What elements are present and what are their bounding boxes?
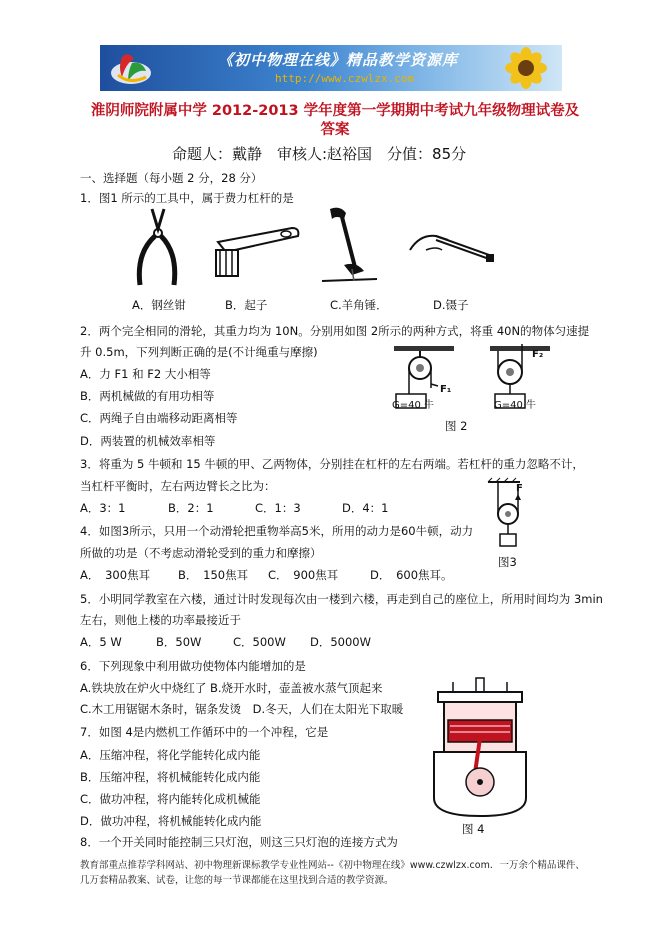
figure-2-caption: 图 2 xyxy=(445,419,468,433)
page-title: 淮阴师院附属中学 2012-2013 学年度第一学期期中考试九年级物理试卷及 xyxy=(90,103,580,119)
q2-option-c: C．两绳子自由端移动距离相等 xyxy=(80,411,238,425)
q5-option-d: D．5000W xyxy=(310,635,371,649)
site-logo-icon xyxy=(108,49,154,87)
q7-option-c: C．做功冲程，将内能转化成机械能 xyxy=(80,792,261,806)
q3-option-c: C．1：3 xyxy=(255,501,301,515)
q4-option-d: D． 600焦耳。 xyxy=(370,568,453,582)
q2-force-f1: F₁ xyxy=(440,384,452,395)
banner-title: 《初中物理在线》精品教学资源库 xyxy=(218,51,459,69)
q3-option-a: A．3：1 xyxy=(80,501,126,515)
q5-option-c: C．500W xyxy=(233,635,286,649)
q1-caption-a: A．钢丝钳 xyxy=(132,298,186,312)
q6-options-ab: A.铁块放在炉火中烧红了 B.烧开水时，壶盖被水蒸气顶起来 xyxy=(80,681,383,695)
q5-option-b: B．50W xyxy=(156,635,202,649)
section-heading: 一、选择题（每小题 2 分，28 分） xyxy=(80,171,263,185)
q3-option-b: B．2：1 xyxy=(168,501,214,515)
q5-text-line1: 5．小明同学教室在六楼，通过计时发现每次由一楼到六楼，再走到自己的座位上，所用时间均为 3min xyxy=(80,592,603,606)
engine-cylinder-figure-4 xyxy=(430,678,530,818)
page-title-line2: 答案 xyxy=(320,122,350,138)
q1-caption-d: D.镊子 xyxy=(433,298,469,312)
q3-text-line1: 3．将重为 5 牛顿和 15 牛顿的甲、乙两物体，分别挂在杠杆的左右两端。若杠杆的重力忽略不计， xyxy=(80,457,584,471)
figure-4-caption: 图 4 xyxy=(462,822,485,836)
q3-text-line2: 当杠杆平衡时，左右两边臂长之比为： xyxy=(80,479,276,493)
footer-line2: 几万套精品教案、试卷，让您的每一节课都能在这里找到合适的教学资源。 xyxy=(80,875,394,886)
footer-line1: 教育部重点推荐学科网站、初中物理新课标教学专业性网站--《初中物理在线》www.czwlzx.com．一万余个精品课件、 xyxy=(80,860,585,871)
q2-option-b: B．两机械做的有用功相等 xyxy=(80,389,215,403)
q7-option-b: B．压缩冲程，将机械能转化成内能 xyxy=(80,770,261,784)
q2-option-a: A．力 F1 和 F2 大小相等 xyxy=(80,367,211,381)
q2-force-f2: F₂ xyxy=(532,349,544,360)
q7-option-a: A．压缩冲程，将化学能转化成内能 xyxy=(80,748,261,762)
bottle-opener-icon xyxy=(212,222,302,278)
banner-url: http://www.czwlzx.com xyxy=(275,72,415,85)
q1-caption-c: C.羊角锤． xyxy=(330,298,388,312)
q1-text: 1．图1 所示的工具中，属于费力杠杆的是 xyxy=(80,191,294,205)
header-banner xyxy=(100,45,562,91)
q3-force-f: F xyxy=(516,483,523,494)
q1-caption-b: B．起子 xyxy=(225,298,268,312)
sunflower-icon xyxy=(496,47,556,89)
q2-weight-label-right: G=40 牛 xyxy=(494,400,537,411)
pliers-icon xyxy=(128,207,188,289)
q4-option-c: C． 900焦耳 xyxy=(268,568,339,582)
tweezers-icon xyxy=(406,226,496,270)
claw-hammer-icon xyxy=(322,205,377,285)
q4-text-line1: 4．如图3所示，只用一个动滑轮把重物举高5米，所用的动力是60牛顿，动力 xyxy=(80,524,474,538)
q2-weight-label-left: G=40 牛 xyxy=(392,400,435,411)
q2-text-line1: 2．两个完全相同的滑轮，其重力均为 10N。分别用如图 2所示的两种方式，将重 40N的物体匀速提 xyxy=(80,324,590,338)
q6-options-cd: C.木工用锯锯木条时，锯条发烫 D.冬天，人们在太阳光下取暖 xyxy=(80,702,404,716)
q6-text: 6．下列现象中利用做功使物体内能增加的是 xyxy=(80,659,306,673)
q7-text: 7．如图 4是内燃机工作循环中的一个冲程，它是 xyxy=(80,725,329,739)
q3-option-d: D．4：1 xyxy=(342,501,389,515)
q4-text-line2: 所做的功是（不考虑动滑轮受到的重力和摩擦） xyxy=(80,546,322,560)
q2-text-line2: 升 0.5m，下列判断正确的是(不计绳重与摩擦) xyxy=(80,345,318,359)
q4-option-a: A． 300焦耳 xyxy=(80,568,151,582)
q4-option-b: B． 150焦耳 xyxy=(178,568,249,582)
figure-3-caption: 图3 xyxy=(498,555,517,569)
q2-option-d: D．两装置的机械效率相等 xyxy=(80,434,216,448)
q5-text-line2: 左右，则他上楼的功率最接近于 xyxy=(80,613,241,627)
q5-option-a: A．5 W xyxy=(80,635,122,649)
q7-option-d: D．做功冲程，将机械能转化成内能 xyxy=(80,814,262,828)
author-line: 命题人：戴静 审核人:赵裕国 分值：85分 xyxy=(172,145,467,163)
q8-text: 8．一个开关同时能控制三只灯泡，则这三只灯泡的连接方式为 xyxy=(80,835,398,849)
